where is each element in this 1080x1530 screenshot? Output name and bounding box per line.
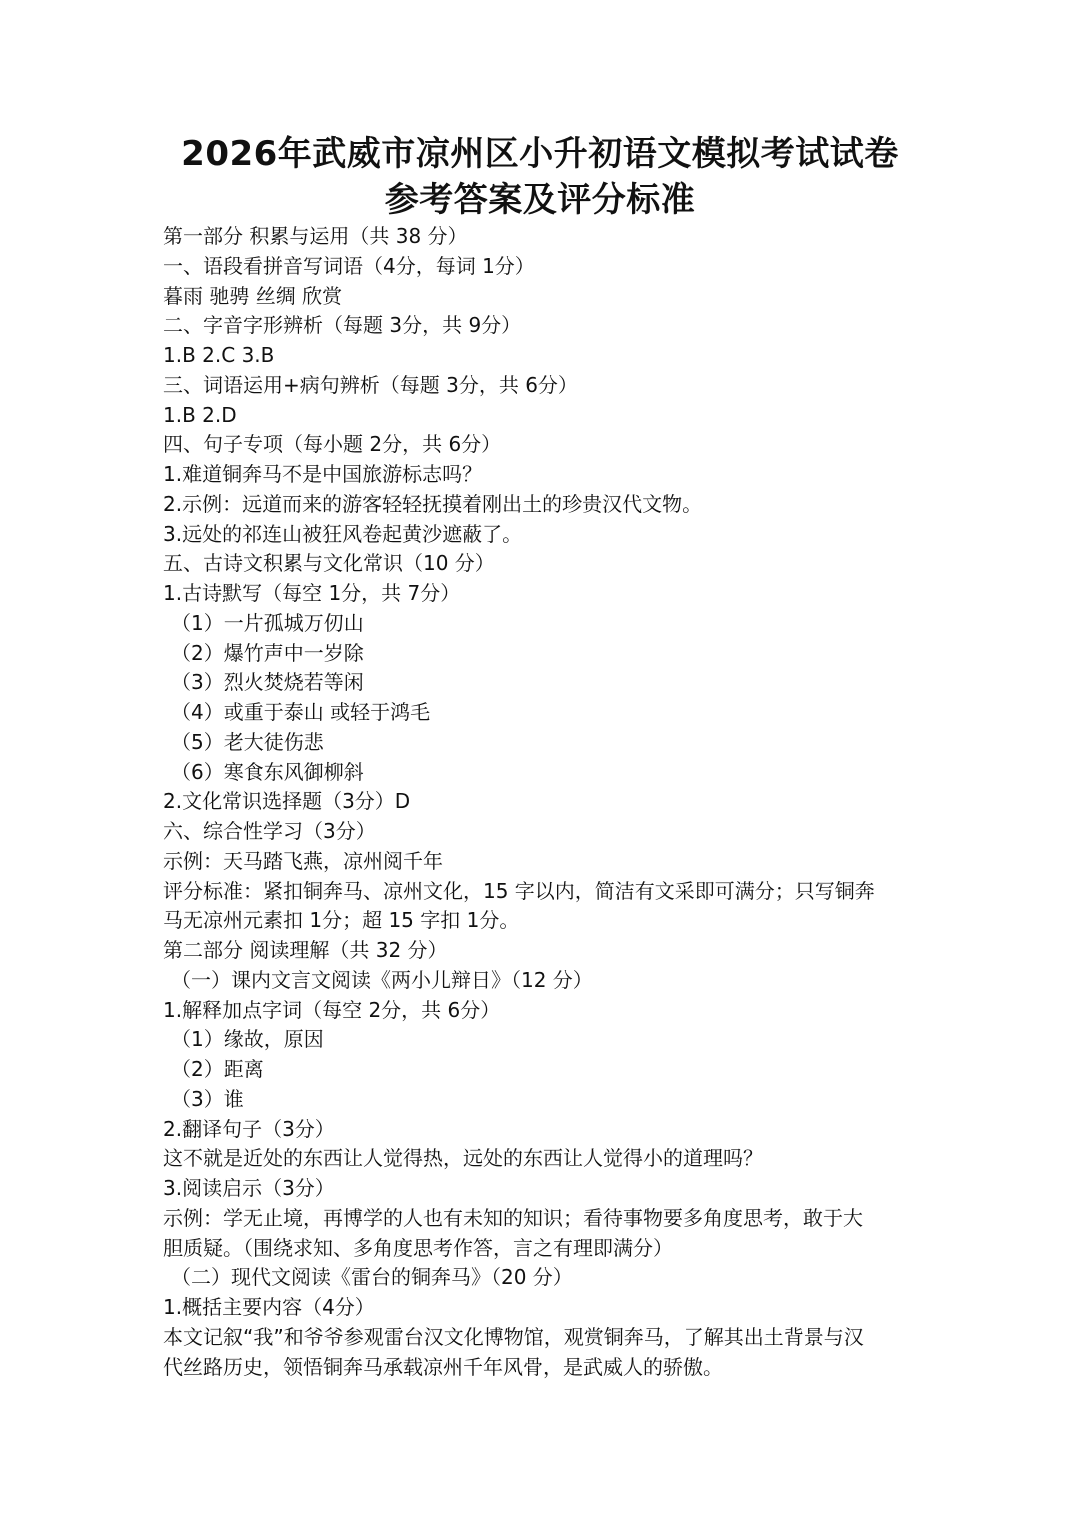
question-heading: 六、综合性学习（3分） (163, 819, 376, 843)
answer-line-cont: 代丝路历史，领悟铜奔马承载凉州千年风骨，是武威人的骄傲。 (163, 1354, 723, 1379)
answer-line: （3）谁 (171, 1086, 244, 1111)
answer-line-cont: 胆质疑。（围绕求知、多角度思考作答，言之有理即满分） (163, 1235, 673, 1260)
answer-line: （2）爆竹声中一岁除 (171, 640, 364, 665)
answer-line: （4）或重于泰山 或轻于鸿毛 (171, 700, 431, 724)
answer-line: （5）老大徒伤悲 (171, 729, 324, 754)
answer-line: 3.远处的祁连山被狂风卷起黄沙遮蔽了。 (163, 521, 523, 546)
sub-question-heading: 1.古诗默写（每空 1分，共 7分） (163, 581, 461, 605)
answer-line: 示例：天马踏飞燕，凉州阅千年 (163, 848, 443, 873)
question-heading: 四、句子专项（每小题 2分，共 6分） (163, 432, 502, 457)
sub-question-heading: 2.翻译句子（3分） (163, 1116, 335, 1141)
answer-line: 暮雨 驰骋 丝绸 欣赏 (163, 283, 343, 308)
answer-line: 2.示例：远道而来的游客轻轻抚摸着刚出土的珍贵汉代文物。 (163, 491, 703, 516)
answer-line: （1）缘故，原因 (171, 1027, 324, 1052)
answer-line: （6）寒食东风御柳斜 (171, 759, 364, 784)
scoring-criteria: 评分标准：紧扣铜奔马、凉州文化，15 字以内，简洁有文采即可满分；只写铜奔 (163, 878, 875, 903)
question-heading: 二、字音字形辨析（每题 3分，共 9分） (163, 313, 522, 338)
document-subtitle: 参考答案及评分标准 (384, 180, 696, 220)
answer-line: 示例：学无止境，再博学的人也有未知的知识；看待事物要多角度思考，敢于大 (163, 1205, 863, 1230)
sub-question-heading: 3.阅读启示（3分） (163, 1176, 335, 1200)
answer-line: 这不就是近处的东西让人觉得热，远处的东西让人觉得小的道理吗？ (163, 1146, 763, 1171)
question-heading: 一、语段看拼音写词语（4分，每词 1分） (163, 253, 535, 278)
answer-line: 1.B 2.C 3.B (163, 343, 275, 367)
answer-line: 1.难道铜奔马不是中国旅游标志吗？ (163, 462, 483, 486)
sub-question-heading: 2.文化常识选择题（3分）D (163, 789, 411, 814)
sub-question-heading: 1.解释加点字词（每空 2分，共 6分） (163, 997, 501, 1022)
reading-section-heading: （二）现代文阅读《雷台的铜奔马》（20 分） (171, 1265, 573, 1290)
document-title: 2026年武威市凉州区小升初语文模拟考试试卷 (181, 134, 899, 174)
answer-line: （2）距离 (171, 1057, 264, 1081)
scoring-criteria-cont: 马无凉州元素扣 1分；超 15 字扣 1分。 (163, 908, 520, 933)
answer-line: 1.B 2.D (163, 402, 237, 427)
answer-line: 本文记叙“我”和爷爷参观雷台汉文化博物馆，观赏铜奔马，了解其出土背景与汉 (163, 1324, 864, 1349)
section-heading-part2: 第二部分 阅读理解（共 32 分） (163, 938, 448, 962)
section-heading-part1: 第一部分 积累与运用（共 38 分） (163, 224, 468, 248)
sub-question-heading: 1.概括主要内容（4分） (163, 1295, 375, 1319)
question-heading: 五、古诗文积累与文化常识（10 分） (163, 551, 495, 576)
question-heading: 三、词语运用+病句辨析（每题 3分，共 6分） (163, 372, 578, 397)
answer-body (163, 222, 933, 1382)
answer-line: （3）烈火焚烧若等闲 (171, 670, 364, 695)
answer-line: （1）一片孤城万仞山 (171, 610, 364, 635)
reading-section-heading: （一）课内文言文阅读《两小儿辩日》（12 分） (171, 967, 593, 992)
